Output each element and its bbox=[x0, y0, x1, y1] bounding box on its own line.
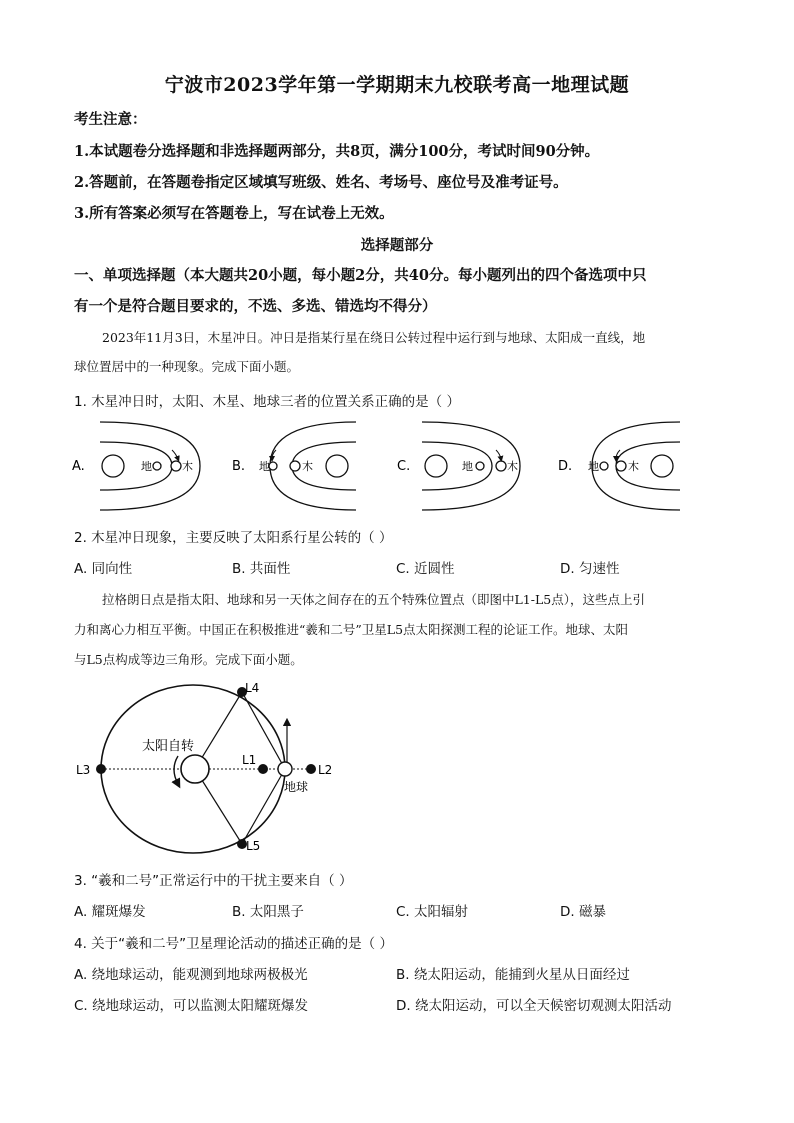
material-text: 球位置居中的一种现象。完成下面小题。 bbox=[74, 359, 300, 374]
question-stem: 4. 关于“羲和二号”卫星理论活动的描述正确的是（ ） bbox=[74, 936, 393, 952]
jupiter-icon bbox=[616, 461, 626, 471]
material-text: 2023年11月3日，木星冲日。冲日是指某行星在绕日公转过程中运行到与地球、太阳成一直线，地 bbox=[102, 330, 646, 345]
l3-label: L3 bbox=[76, 763, 91, 777]
question-stem: 1. 木星冲日时，太阳、木星、地球三者的位置关系正确的是（ ） bbox=[74, 394, 460, 410]
earth-label: 地 bbox=[141, 460, 152, 473]
option: A. 绕地球运动，能观测到地球两极极光 bbox=[74, 967, 308, 983]
option: A. 同向性 bbox=[74, 561, 133, 577]
l3-point bbox=[96, 764, 106, 774]
part-heading: 一、单项选择题（本大题共20小题，每小题2分，共40分。每小题列出的四个备选项中只 bbox=[74, 267, 647, 284]
earth-icon bbox=[153, 462, 161, 470]
question-stem: 3. “羲和二号”正常运行中的干扰主要来自（ ） bbox=[74, 873, 353, 889]
jupiter-label: 木 bbox=[628, 460, 639, 473]
earth-label: 地球 bbox=[284, 780, 309, 794]
option-letter: B. bbox=[232, 459, 246, 474]
jupiter-label: 木 bbox=[182, 460, 193, 473]
option: B. 共面性 bbox=[232, 561, 291, 577]
notice-heading: 考生注意： bbox=[74, 111, 147, 128]
material-text: 与L5点构成等边三角形。完成下面小题。 bbox=[74, 652, 303, 667]
option-c-figure bbox=[397, 422, 520, 510]
option-a-figure bbox=[72, 422, 200, 510]
section-title: 选择题部分 bbox=[360, 237, 434, 254]
option: D. 匀速性 bbox=[560, 561, 620, 577]
notice-item: 1.本试题卷分选择题和非选择题两部分，共8页，满分100分，考试时间90分钟。 bbox=[74, 143, 600, 160]
earth-label: 地 bbox=[259, 460, 270, 473]
option-d-figure bbox=[558, 422, 680, 510]
page-title: 宁波市2023学年第一学期期末九校联考高一地理试题 bbox=[164, 74, 630, 96]
option-b-figure bbox=[232, 422, 356, 510]
option: A. 耀斑爆发 bbox=[74, 904, 146, 920]
earth-icon bbox=[269, 462, 277, 470]
option: D. 磁暴 bbox=[560, 904, 606, 920]
l1-point bbox=[258, 764, 268, 774]
jupiter-label: 木 bbox=[302, 460, 313, 473]
option-letter: A. bbox=[72, 459, 85, 474]
sun-icon bbox=[326, 455, 348, 477]
earth-icon bbox=[476, 462, 484, 470]
rotation-arrow-icon bbox=[174, 756, 178, 784]
option: C. 近圆性 bbox=[396, 561, 455, 577]
question-stem: 2. 木星冲日现象，主要反映了太阳系行星公转的（ ） bbox=[74, 530, 393, 546]
option: C. 太阳辐射 bbox=[396, 904, 469, 920]
l1-label: L1 bbox=[242, 753, 257, 767]
notice-item: 3.所有答案必须写在答题卷上，写在试卷上无效。 bbox=[74, 205, 394, 222]
material-text: 拉格朗日点是指太阳、地球和另一天体之间存在的五个特殊位置点（即图中L1-L5点），这些点上引 bbox=[102, 592, 645, 607]
material-text: 力和离心力相互平衡。中国正在积极推进“羲和二号”卫星L5点太阳探测工程的论证工作。地球、太阳 bbox=[74, 622, 629, 637]
part-heading: 有一个是符合题目要求的，不选、多选、错选均不得分） bbox=[74, 298, 437, 315]
option: C. 绕地球运动，可以监测太阳耀斑爆发 bbox=[74, 998, 309, 1014]
l2-label: L2 bbox=[318, 763, 333, 777]
sun-icon bbox=[651, 455, 673, 477]
earth-icon bbox=[278, 762, 292, 776]
jupiter-icon bbox=[290, 461, 300, 471]
jupiter-label: 木 bbox=[507, 460, 518, 473]
l2-point bbox=[306, 764, 316, 774]
sun-icon bbox=[425, 455, 447, 477]
sun-icon bbox=[102, 455, 124, 477]
lagrange-figure bbox=[70, 672, 350, 862]
jupiter-icon bbox=[171, 461, 181, 471]
option: D. 绕太阳运动，可以全天候密切观测太阳活动 bbox=[396, 998, 672, 1014]
earth-label: 地 bbox=[588, 460, 599, 473]
option-letter: D. bbox=[558, 459, 573, 474]
earth-icon bbox=[600, 462, 608, 470]
l4-label: L4 bbox=[245, 681, 260, 695]
jupiter-icon bbox=[496, 461, 506, 471]
option: B. 太阳黑子 bbox=[232, 904, 304, 920]
sun-label: 太阳自转 bbox=[142, 739, 195, 754]
l5-label: L5 bbox=[246, 839, 261, 853]
q1-figures bbox=[60, 412, 740, 520]
sun-icon bbox=[181, 755, 209, 783]
option: B. 绕太阳运动，能捕到火星从日面经过 bbox=[396, 967, 630, 983]
notice-item: 2.答题前，在答题卷指定区域填写班级、姓名、考场号、座位号及准考证号。 bbox=[74, 174, 568, 191]
option-letter: C. bbox=[397, 459, 411, 474]
earth-label: 地 bbox=[462, 460, 473, 473]
